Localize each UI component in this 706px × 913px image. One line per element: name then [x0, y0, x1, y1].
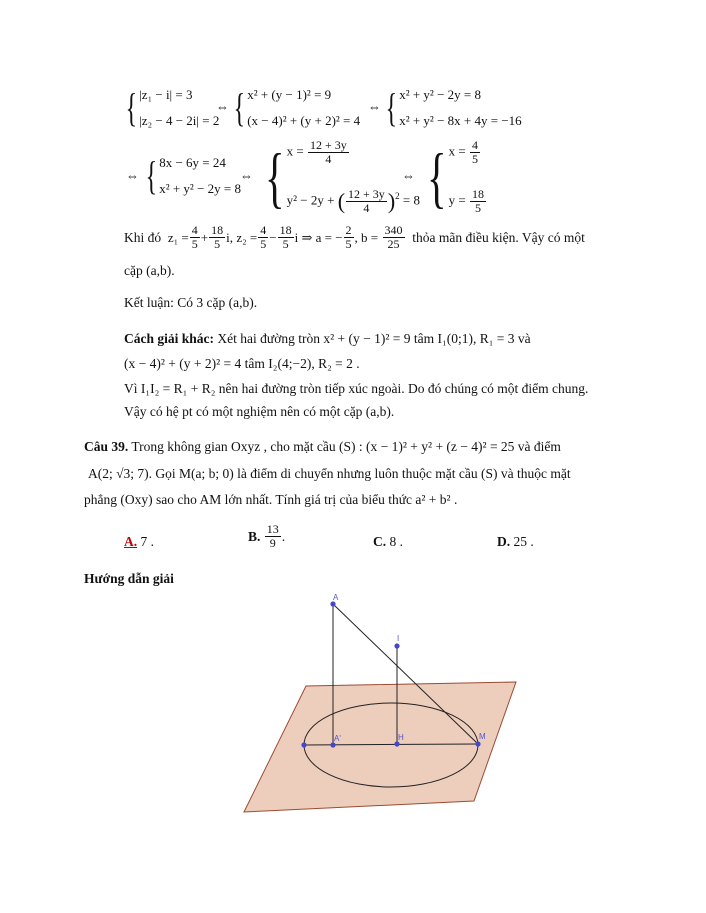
point-M [475, 741, 480, 746]
point-A [330, 601, 335, 606]
solution-y: y = $\frac{18}{5}$ [448, 187, 484, 215]
question-line-1: Câu 39. Trong không gian Oxyz , cho mặt cầu (S) : (x − 1)² + y² + (z − 4)² = 25 và điểm [84, 439, 561, 454]
alt-line-2: (x − 4)² + (y + 2)² = 4 tâm I₂(4;−2), R₂ = 2 . [124, 356, 360, 371]
point-A-prime [330, 742, 335, 747]
system-2-left: { 8x − 6y = 24 x² + y² − 2y = 8 [145, 153, 241, 198]
answer-a[interactable]: A. 7 . [124, 534, 154, 549]
answer-b[interactable]: B. $\frac{13}{9}$ . [248, 522, 286, 550]
alt-label: Cách giải khác: [124, 331, 215, 346]
eq-linear: 8x − 6y = 24 [159, 155, 226, 170]
eq-circle-1: x² + (y − 1)² = 9 [247, 87, 332, 102]
iff-symbol: ⇔ [368, 99, 381, 114]
alt-line-4: Vậy có hệ pt có một nghiệm nên có một cặp (a,b). [124, 404, 395, 419]
question-line-2: A(2; √3; 7). Gọi M(a; b; 0) là điểm di chuyển nhưng luôn thuộc mặt cầu (S) và thuộc mặt [88, 466, 571, 481]
label-H: H [398, 733, 404, 742]
solution-x: x = $\frac{4}{5}$ [448, 138, 478, 166]
eq-expanded-2: x² + y² − 8x + 4y = −16 [399, 113, 522, 128]
eq-x-expr: x = $\frac{12 + 3y}{4}$ [286, 138, 347, 166]
eq-expanded-1: x² + y² − 2y = 8 [399, 87, 481, 102]
system-1-right: { x² + y² − 2y = 8 x² + y² − 8x + 4y = −16 [385, 85, 522, 130]
plane-oxy [244, 682, 516, 812]
label-M: M [479, 732, 486, 741]
solution-heading: Hướng dẫn giải [84, 571, 174, 586]
answer-d[interactable]: D. 25 . [497, 534, 534, 549]
result-line: Khi đó z₁ = $\frac{4}{5}$ + $\frac{18}{5}$ i, z₂ = $\frac{4}{5}$ − $\frac{18}{5}$ i ⇒ a = − $\frac{2}{5}$ , b = $\frac{340}{25}$ thỏa mãn điều kiện. Vậy có một [124, 223, 585, 251]
iff-symbol: ⇔ [402, 168, 415, 183]
eq-z2: |z₂ − 4 − 2i| = 2 [139, 113, 220, 128]
question-line-3: phẳng (Oxy) sao cho AM lớn nhất. Tính giá trị của biểu thức a² + b² . [84, 492, 458, 507]
left-brace: { [125, 85, 138, 130]
question-label: Câu 39. [84, 439, 129, 454]
eq-circle: x² + y² − 2y = 8 [159, 181, 241, 196]
alt-line-3: Vì I₁I₂ = R₁ + R₂ nên hai đường tròn tiếp xúc ngoài. Do đó chúng có một điểm chung. [124, 381, 589, 396]
alt-line-1: Cách giải khác: Xét hai đường tròn x² + (y − 1)² = 9 tâm I₁(0;1), R₁ = 3 và [124, 331, 531, 346]
system-2-right: { x = $\frac{4}{5}$ y = $\frac{18}{5}$ [414, 138, 487, 216]
point-I [394, 643, 399, 648]
eq-z1: |z₁ − i| = 3 [139, 87, 193, 102]
iff-symbol: ⇔ [126, 168, 139, 183]
iff-symbol: ⇔ [240, 168, 253, 183]
eq-substituted: y² − 2y + ( $\frac{12 + 3y}{4}$ )$^2$ = 8 [286, 187, 420, 215]
iff-symbol: ⇔ [216, 99, 229, 114]
pair-line: cặp (a,b). [124, 263, 175, 278]
label-A: A [333, 593, 339, 602]
point-left [301, 742, 306, 747]
conclusion: Kết luận: Có 3 cặp (a,b). [124, 295, 258, 310]
answer-c[interactable]: C. 8 . [373, 534, 403, 549]
eq-circle-2: (x − 4)² + (y + 2)² = 4 [247, 113, 361, 128]
point-H [394, 741, 399, 746]
label-I: I [397, 634, 400, 643]
system-2-middle: { x = $\frac{12 + 3y}{4}$ y² − 2y + ( $\frac{12 + 3y}{4}$ )$^2$ = 8 [265, 138, 420, 215]
system-1-middle: { x² + (y − 1)² = 9 (x − 4)² + (y + 2)² = 4 [233, 85, 361, 130]
label-A-prime: A' [334, 734, 341, 743]
